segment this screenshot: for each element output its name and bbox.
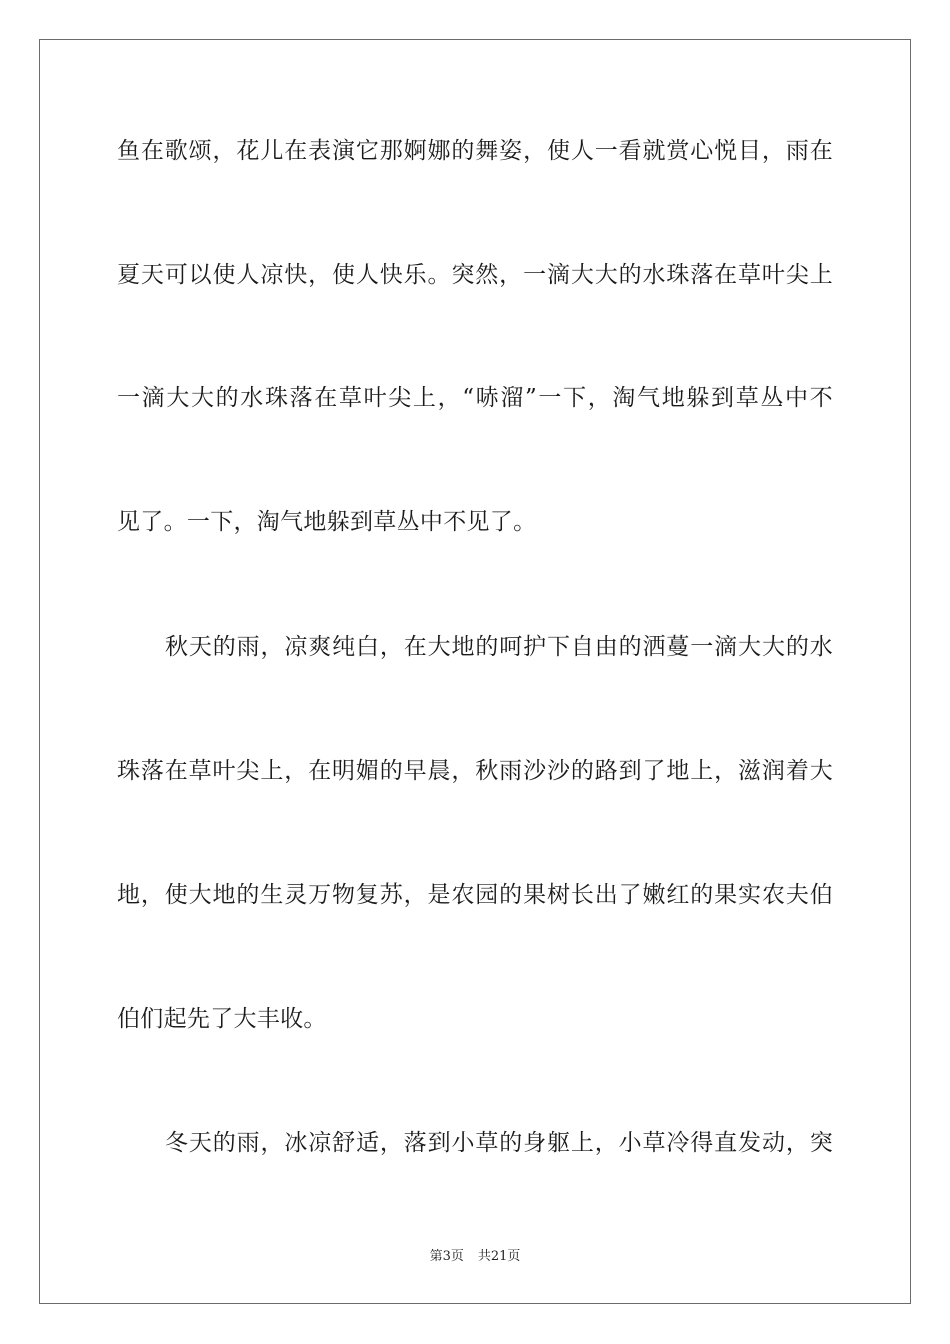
page-total: 共21页 (477, 1249, 521, 1264)
body-line-1: 鱼在歌颂，花儿在表演它那婀娜的舞姿，使人一看就赏心悦目，雨在 (117, 138, 833, 164)
body-line-6: 珠落在草叶尖上，在明媚的早晨，秋雨沙沙的路到了地上，滋润着大 (117, 758, 833, 784)
body-line-3: 一滴大大的水珠落在草叶尖上，“哧溜”一下，淘气地躲到草丛中不 (117, 385, 833, 411)
page-footer (0, 1248, 950, 1266)
page-number: 第3页 (429, 1249, 464, 1264)
body-line-5: 秋天的雨，凉爽纯白，在大地的呵护下自由的洒蔓一滴大大的水 (165, 634, 833, 660)
body-line-4: 见了。一下，淘气地躲到草丛中不见了。 (117, 509, 537, 535)
body-line-7: 地，使大地的生灵万物复苏，是农园的果树长出了嫩红的果实农夫伯 (117, 882, 833, 908)
body-line-8: 伯们起先了大丰收。 (117, 1006, 327, 1032)
page-border (39, 39, 911, 1304)
body-line-9: 冬天的雨，冰凉舒适，落到小草的身躯上，小草冷得直发动，突 (165, 1130, 833, 1156)
body-line-2: 夏天可以使人凉快，使人快乐。突然，一滴大大的水珠落在草叶尖上 (117, 262, 833, 288)
